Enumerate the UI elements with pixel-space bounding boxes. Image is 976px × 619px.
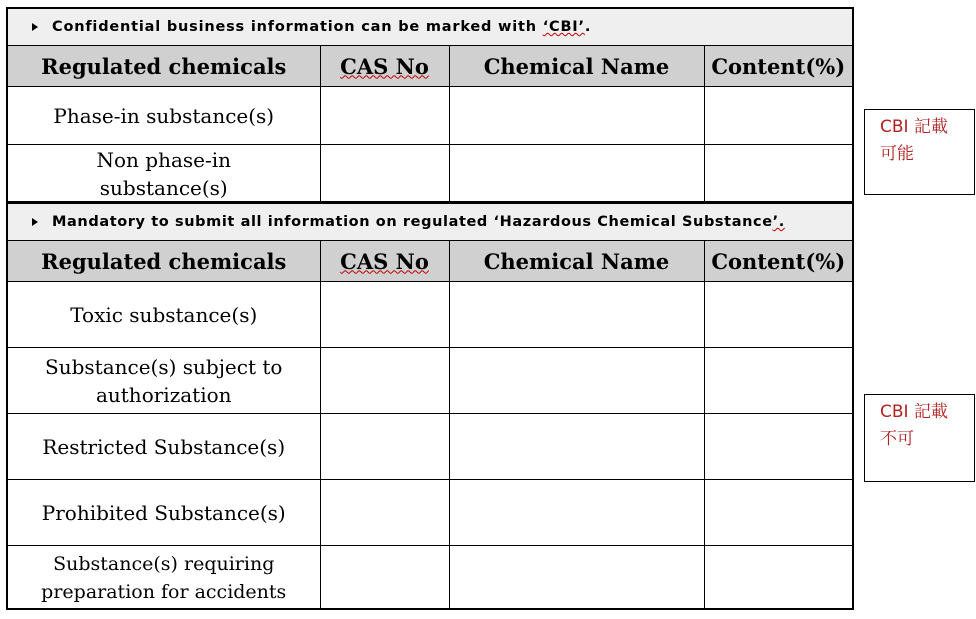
cbi-allowed-note	[864, 109, 975, 195]
chemical-name-cell[interactable]	[449, 87, 704, 145]
header-chemical-name: Chemical Name	[449, 46, 704, 87]
table-row	[8, 145, 852, 203]
header-regulated-chemicals: Regulated chemicals	[8, 241, 320, 282]
cas-cell[interactable]	[320, 480, 449, 546]
header-regulated-chemicals: Regulated chemicals	[8, 46, 320, 87]
header-chemical-name: Chemical Name	[449, 241, 704, 282]
mandatory-note-banner	[8, 204, 852, 240]
header-content: Content(%)	[704, 241, 852, 282]
chemical-name-cell[interactable]	[449, 480, 704, 546]
header-cas-no: CAS No	[320, 46, 449, 87]
table-row	[8, 87, 852, 145]
cas-cell[interactable]	[320, 145, 449, 203]
cbi-not-allowed-table	[8, 240, 852, 610]
row-label: Substance(s) requiring preparation for accidents	[8, 546, 320, 610]
cbi-not-allowed-note	[864, 394, 975, 482]
row-label: Restricted Substance(s)	[8, 414, 320, 480]
content-cell[interactable]	[704, 546, 852, 610]
table-header-row	[8, 46, 852, 87]
cas-cell[interactable]	[320, 348, 449, 414]
content-cell[interactable]	[704, 414, 852, 480]
chemical-name-cell[interactable]	[449, 546, 704, 610]
content-cell[interactable]	[704, 145, 852, 203]
bullet-triangle-icon	[32, 23, 38, 31]
cbi-note-banner	[8, 9, 852, 45]
table-row	[8, 282, 852, 348]
document-frame	[6, 7, 854, 610]
table-row	[8, 348, 852, 414]
side-note-line: CBI 記載	[880, 402, 948, 422]
row-label: Prohibited Substance(s)	[8, 480, 320, 546]
content-cell[interactable]	[704, 348, 852, 414]
header-content: Content(%)	[704, 46, 852, 87]
cas-cell[interactable]	[320, 282, 449, 348]
table-row	[8, 546, 852, 610]
bullet-triangle-icon	[32, 218, 38, 226]
table-row	[8, 414, 852, 480]
chemical-name-cell[interactable]	[449, 145, 704, 203]
note-text: Confidential business information can be marked with ‘CBI’.	[52, 19, 592, 35]
row-label: Substance(s) subject to authorization	[8, 348, 320, 414]
side-note-line: CBI 記載	[880, 117, 948, 137]
cas-cell[interactable]	[320, 414, 449, 480]
table-header-row	[8, 241, 852, 282]
cbi-allowed-table	[8, 45, 852, 203]
content-cell[interactable]	[704, 282, 852, 348]
note-text: Mandatory to submit all information on regulated ‘Hazardous Chemical Substance’.	[52, 214, 785, 230]
cas-cell[interactable]	[320, 546, 449, 610]
content-cell[interactable]	[704, 87, 852, 145]
chemical-name-cell[interactable]	[449, 348, 704, 414]
content-cell[interactable]	[704, 480, 852, 546]
row-label: Phase-in substance(s)	[8, 87, 320, 145]
row-label: Toxic substance(s)	[8, 282, 320, 348]
cas-cell[interactable]	[320, 87, 449, 145]
row-label: Non phase-in substance(s)	[8, 145, 320, 203]
side-note-line: 不可	[880, 429, 914, 449]
table-row	[8, 480, 852, 546]
side-note-line: 可能	[880, 144, 914, 164]
header-cas-no: CAS No	[320, 241, 449, 282]
chemical-name-cell[interactable]	[449, 414, 704, 480]
chemical-name-cell[interactable]	[449, 282, 704, 348]
